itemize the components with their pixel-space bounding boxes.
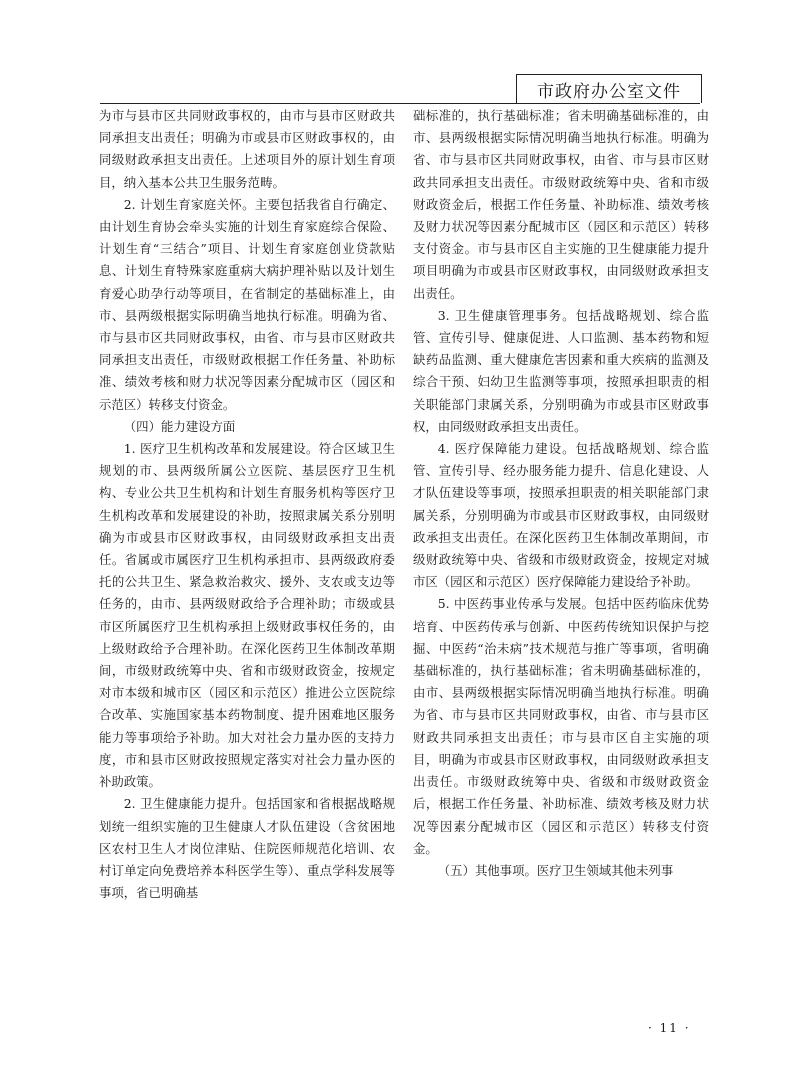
page-number: · 11 · [648, 1021, 691, 1035]
paragraph: 础标准的，执行基础标准；省未明确基础标准的，由市、县两级根据实际情况明确当地执行标准。明确为省、市与县市区共同财政事权，由省、市与县市区财政共同承担支出责任。市级财政统筹中央、省和市级财政资金后，根据工作任务量、补助标准、绩效考核及财力状况等因素分配城市区（园区和示范区）转移支付资金。市与县市区自主实施的卫生健康能力提升项目明确为市或县市区财政事权，由同级财政承担支出责任。 [413, 108, 709, 301]
right-text-column [413, 105, 709, 882]
paragraph: 2. 计划生育家庭关怀。主要包括我省自行确定、由计划生育协会牵头实施的计划生育家庭综合保险、计划生育“三结合”项目、计划生育家庭创业贷款贴息、计划生育特殊家庭重病大病护理补贴以及计划生育爱心助孕行动等项目，在省制定的基础标准上，由市、县两级根据实际明确当地执行标准。明确为省、市与县市区共同财政事权，由省、市与县市区财政共同承担支出责任，市级财政根据工作任务量、补助标准、绩效考核和财力状况等因素分配城市区（园区和示范区）转移支付资金。 [99, 196, 395, 412]
paragraph: 为市与县市区共同财政事权的，由市与县市区财政共同承担支出责任；明确为市或县市区财政事权的，由同级财政承担支出责任。上述项目外的原计划生育项目，纳入基本公共卫生服务范畴。 [99, 108, 395, 190]
paragraph: 4. 医疗保障能力建设。包括战略规划、综合监管、宣传引导、经办服务能力提升、信息化建设、人才队伍建设等事项，按照承担职责的相关职能部门隶属关系，分别明确为市或县市区财政事权，由同级财政承担支出责任。在深化医药卫生体制改革期间，市级财政统筹中央、省级和市级财政资金，按规定对城市区（园区和示范区）医疗保障能力建设给予补助。 [413, 441, 709, 590]
header-rule [100, 103, 700, 104]
paragraph: 2. 卫生健康能力提升。包括国家和省根据战略规划统一组织实施的卫生健康人才队伍建设（含贫困地区农村卫生人才岗位津贴、住院医师规范化培训、农村订单定向免费培养本科医学生等）、重点学科发展等事项，省已明确基 [99, 796, 395, 901]
paragraph: 5. 中医药事业传承与发展。包括中医药临床优势培育、中医药传承与创新、中医药传统知识保护与挖掘、中医药“治未病”技术规范与推广等事项，省明确基础标准的，执行基础标准；省未明确基础标准的，由市、县两级根据实际情况明确当地执行标准。明确为省、市与县市区共同财政事权，由省、市与县市区财政共同承担支出责任；市与县市区自主实施的项目，明确为市或县市区财政事权，由同级财政承担支出责任。市级财政统筹中央、省级和市级财政资金后，根据工作任务量、补助标准、绩效考核及财力状况等因素分配城市区（园区和示范区）转移支付资金。 [413, 596, 709, 856]
document-header-title: 市政府办公室文件 [516, 74, 702, 103]
paragraph: 3. 卫生健康管理事务。包括战略规划、综合监管、宣传引导、健康促进、人口监测、基本药物和短缺药品监测、重大健康危害因素和重大疾病的监测及综合干预、妇幼卫生监测等事项，按照承担职责的相关职能部门隶属关系，分别明确为市或县市区财政事权，由同级财政承担支出责任。 [413, 307, 709, 434]
left-text-column [99, 105, 395, 904]
section-heading: （四）能力建设方面 [123, 418, 236, 434]
section-heading: （五）其他事项。医疗卫生领域其他未列事 [437, 862, 674, 878]
paragraph: 1. 医疗卫生机构改革和发展建设。符合区域卫生规划的市、县两级所属公立医院、基层医疗卫生机构、专业公共卫生机构和计划生育服务机构等医疗卫生机构改革和发展建设的补助，按照隶属关系分别明确为市或县市区财政事权，由同级财政承担支出责任。省属或市属医疗卫生机构承担市、县两级政府委托的公共卫生、紧急救治救灾、援外、支农或支边等任务的，由市、县两级财政给予合理补助；市级或县市区所属医疗卫生机构承担上级财政事权任务的，由上级财政给予合理补助。在深化医药卫生体制改革期间，市级财政统筹中央、省和市级财政资金，按规定对市本级和城市区（园区和示范区）推进公立医院综合改革、实施国家基本药物制度、提升困难地区服务能力等事项给予补助。加大对社会力量办医的支持力度，市和县市区财政按照规定落实对社会力量办医的补助政策。 [99, 441, 395, 790]
